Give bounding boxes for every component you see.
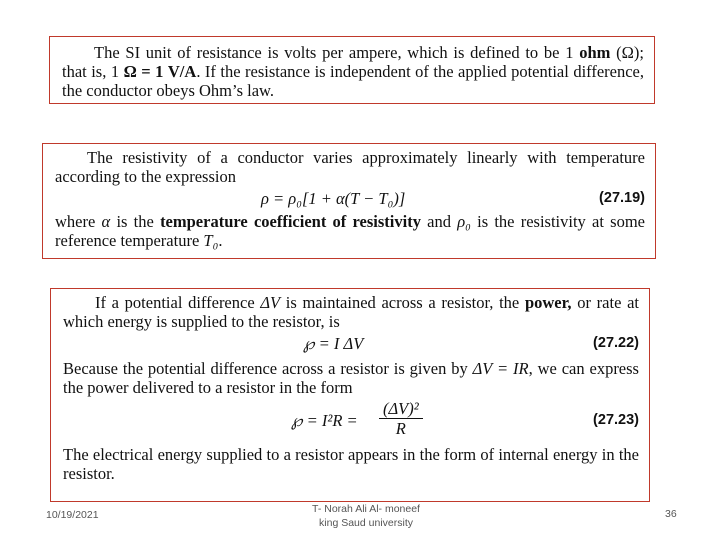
text-span: is maintained across a resistor, the (280, 293, 525, 312)
text-span: where (55, 212, 102, 231)
slide-author (296, 502, 436, 530)
delta-v-symbol: ΔV (260, 293, 281, 312)
power-box (50, 288, 650, 502)
ohm-definition-box (49, 36, 655, 104)
rho0-symbol: ρ₀ (457, 212, 471, 231)
text-span: (Ω); that is, 1 (62, 43, 644, 81)
resistivity-equation: ρ = ρ₀[1 + α(T − T₀)] (261, 189, 406, 208)
equation-27-19-row (55, 186, 645, 212)
equation-number: (27.19) (599, 190, 645, 206)
slide-number: 36 (665, 508, 677, 520)
power-resistor-text (63, 359, 639, 397)
ohm-definition-text (62, 43, 644, 100)
author-name: T- Norah Ali Al- moneef (312, 503, 420, 515)
text-span: . (218, 231, 223, 250)
power-term: power, (524, 293, 572, 312)
equation-27-22-row (63, 331, 639, 359)
equation-27-23-row (63, 397, 639, 445)
resistivity-box (42, 143, 656, 259)
alpha-symbol: α (101, 212, 111, 231)
fraction-numerator: (ΔV)² (379, 399, 423, 419)
power-equation: ℘ = I ΔV (303, 334, 364, 353)
equation-number: (27.23) (593, 412, 639, 428)
text-span: is the resistivity at some reference temperature (55, 212, 645, 250)
text-span: is the (110, 212, 161, 231)
slide-date: 10/19/2021 (46, 509, 99, 521)
ohm-unit-bold: Ω = 1 V/A (123, 62, 197, 81)
temperature-coefficient-term: temperature coefficient of resistivity (160, 212, 421, 231)
t0-symbol: T₀ (203, 231, 219, 250)
text-span: The SI unit of resistance is volts per ampere, which is defined to be 1 (94, 43, 580, 62)
power-fraction (379, 399, 423, 438)
resistivity-explanation (55, 212, 645, 250)
resistivity-intro: The resistivity of a conductor varies approximately linearly with temperature according to the expression (55, 148, 645, 186)
text-span: or rate at which energy is supplied to the resistor, is (63, 293, 639, 331)
ohms-law-inline: ΔV = IR (472, 359, 529, 378)
text-span: and (420, 212, 458, 231)
author-affiliation: king Saud university (319, 517, 413, 529)
text-span: . If the resistance is independent of the applied potential difference, the conductor obeys Ohm’s law. (62, 62, 645, 100)
text-span: If a potential difference (95, 293, 261, 312)
equation-number: (27.22) (593, 335, 639, 351)
internal-energy-text: The electrical energy supplied to a resistor appears in the form of internal energy in the resistor. (63, 445, 639, 483)
text-span: Because the potential difference across a resistor is given by (63, 359, 473, 378)
power-equation-left: ℘ = I²R = (291, 411, 358, 430)
text-span: , we can express the power delivered to a resistor in the form (63, 359, 639, 397)
fraction-denominator: R (395, 419, 406, 438)
power-intro (63, 293, 639, 331)
ohm-bold: ohm (579, 43, 611, 62)
